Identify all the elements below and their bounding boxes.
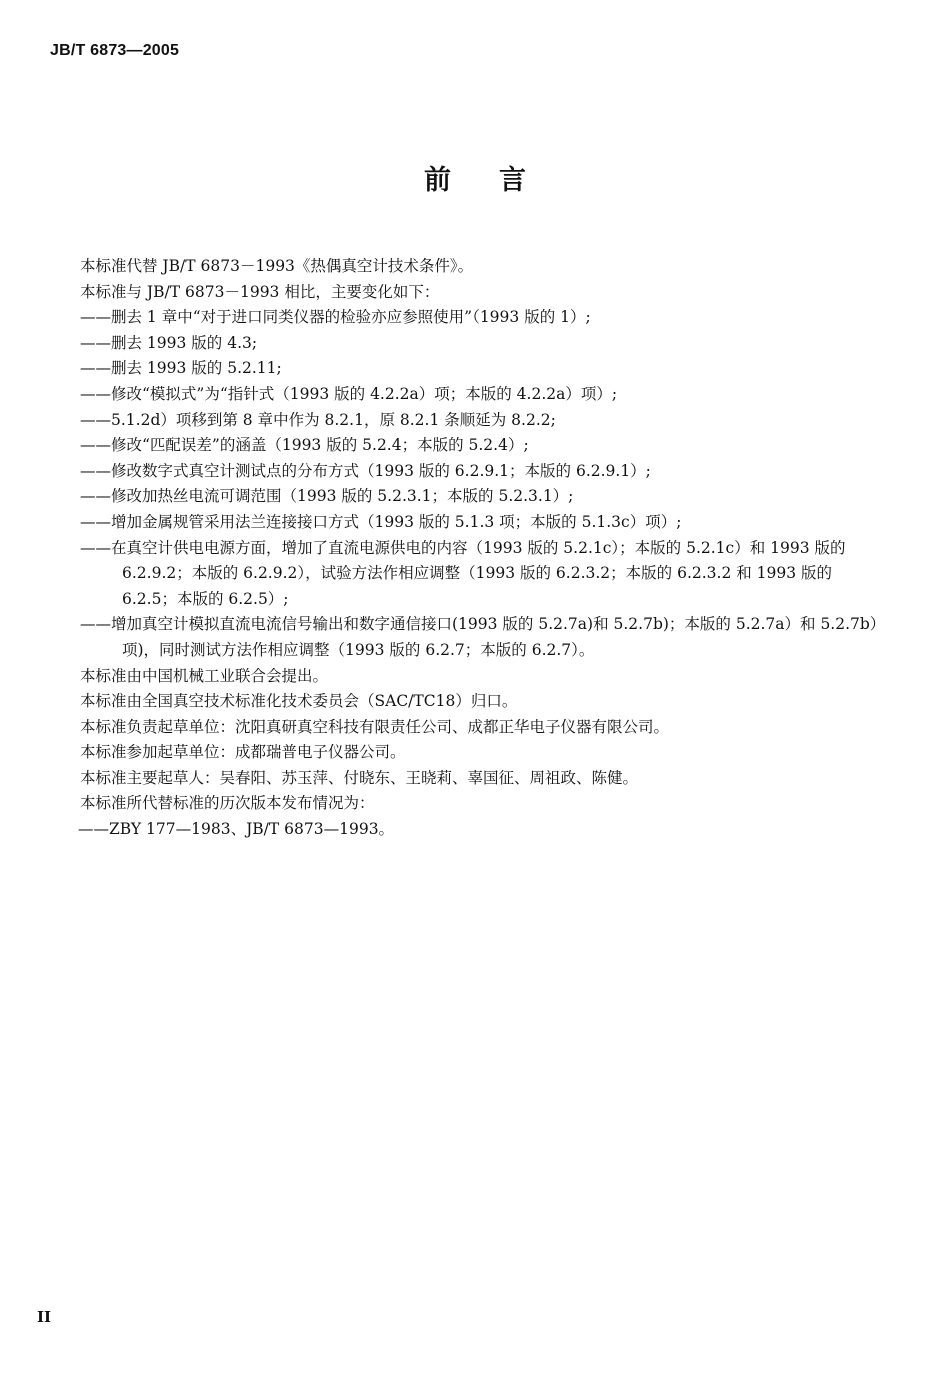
change-item-5: ——5.1.2d）项移到第 8 章中作为 8.2.1，原 8.2.1 条顺延为 8.2.2; bbox=[80, 410, 556, 429]
drafters-paragraph: 本标准主要起草人：吴春阳、苏玉萍、付晓东、王晓莉、辜国征、周祖政、陈健。 bbox=[80, 768, 639, 787]
paragraph-1: 本标准代替 JB/T 6873－1993《热偶真空计技术条件》。 bbox=[80, 257, 474, 275]
history-item: ——ZBY 177—1983、JB/T 6873—1993。 bbox=[78, 820, 395, 839]
page-number: II bbox=[37, 1308, 52, 1326]
change-item-7: ——修改数字式真空计测试点的分布方式（1993 版的 6.2.9.1；本版的 6.2.9.1）; bbox=[80, 461, 651, 480]
change-item-9: ——增加金属规管采用法兰连接接口方式（1993 版的 5.1.3 项；本版的 5.1.3c）项）; bbox=[80, 512, 682, 531]
paragraph-2: 本标准与 JB/T 6873－1993 相比，主要变化如下： bbox=[80, 282, 440, 301]
participating-unit-paragraph: 本标准参加起草单位：成都瑞普电子仪器公司。 bbox=[80, 743, 406, 762]
standard-code-header: JB/T 6873—2005 bbox=[50, 42, 180, 59]
change-item-10: ——在真空计供电电源方面，增加了直流电源供电的内容（1993 版的 5.2.1c）；本版的 5.2.1c）和 1993 版的 6.2.9.2；本版的 6.2.9.2），试验方法作相应调整（1993 版的 6.2.3.2；本版的 6.2.3.2 和 1993 版的 6.2.5；本版的 6.2.5）; bbox=[80, 538, 846, 608]
proposer-paragraph: 本标准由中国机械工业联合会提出。 bbox=[80, 666, 329, 685]
change-item-8: ——修改加热丝电流可调范围（1993 版的 5.2.3.1；本版的 5.2.3.1）; bbox=[80, 487, 574, 506]
change-item-11: ——增加真空计模拟直流电流信号输出和数字通信接口(1993 版的 5.2.7a)和 5.2.7b)；本版的 5.2.7a）和 5.2.7b）项)，同时测试方法作相应调整（1993 版的 6.2.7；本版的 6.2.7）。 bbox=[80, 615, 878, 659]
change-item-6: ——修改“匹配误差”的涵盖（1993 版的 5.2.4；本版的 5.2.4）; bbox=[80, 436, 529, 455]
change-item-2: ——删去 1993 版的 4.3; bbox=[80, 333, 258, 352]
change-item-3: ——删去 1993 版的 5.2.11; bbox=[80, 359, 282, 378]
page-title: 前言 bbox=[424, 165, 574, 196]
change-item-4: ——修改“模拟式”为“指针式（1993 版的 4.2.2a）项；本版的 4.2.2a）项）; bbox=[80, 384, 618, 403]
foreword-body bbox=[80, 254, 880, 843]
change-item-1: ——删去 1 章中“对于进口同类仪器的检验亦应参照使用”（1993 版的 1）; bbox=[80, 308, 591, 327]
history-intro: 本标准所代替标准的历次版本发布情况为： bbox=[80, 794, 375, 813]
centralized-paragraph: 本标准由全国真空技术标准化技术委员会（SAC/TC18）归口。 bbox=[80, 692, 518, 711]
drafting-unit-paragraph: 本标准负责起草单位：沈阳真研真空科技有限责任公司、成都正华电子仪器有限公司。 bbox=[80, 717, 670, 736]
